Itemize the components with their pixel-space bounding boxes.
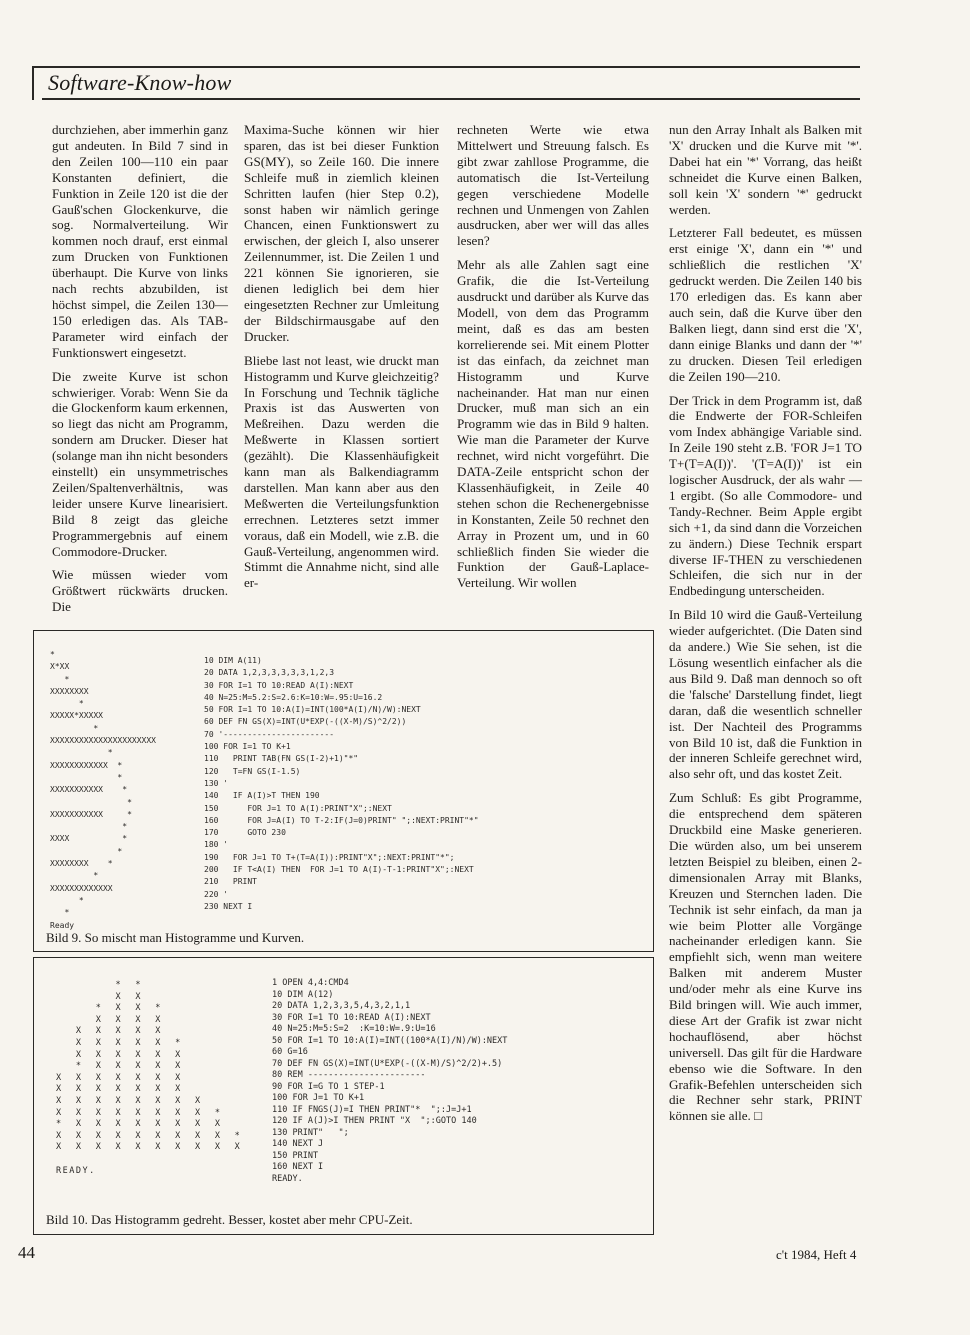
basic-listing: 10 DIM A(11) 20 DATA 1,2,3,3,3,3,3,1,2,3 30 FOR I=1 TO 10:READ A(I):NEXT 40 N=25:M=5.2:S=2.6:K=10:W=.95:U=16.2 50 FOR I=1 TO 10:A(I)=INT(100*A(I)/N)/W):NEXT 60 DEF FN GS(X)=INT(U*EXP(-((X-M)/S)^2/2)) 70 '----------------------- 100 FOR I=1 TO K+1 110 PRINT TAB(FN GS(I-2)+1)"*" 120 T=FN GS(I-1.5) 130 ' 140 IF A(I)>T THEN 190 150 FOR J=1 TO A(I):PRINT"X";:NEXT 160 FOR J=A(I) TO T-2:IF(J=0)PRINT" ";:NEXT:PRINT"*" 170 GOTO 230 180 ' 190 FOR J=1 TO T+(T=A(I)):PRINT"X";:NEXT:PRINT"*"; 200 IF T<A(I) THEN FOR J=1 TO A(I)-T-1:PRINT"X";:NEXT 210 PRINT 220 ' 230 NEXT I bbox=[204, 656, 479, 911]
paragraph: Zum Schluß: Es gibt Programme, die entsprechend dem späteren Druckbild eine Maske generieren. Die würden also, um bei unserem letzten Beispiel zu bleiben, einen 2-dimensionalen Array mit Blanks, Kreuzen und Sternchen laden. Die Technik ist sehr einfach, da man ja wie beim Plotter alle Vorgänge nacheinander erledigen kann. Sie empfiehlt sich, wenn man weitere Balken mit anderem Muster und/oder mehr als eine Kurve ins Bild bringen will. Wie auch immer, diese Art der Grafik ist zwar nicht hochauflösend, aber höchst universell. Das gilt für die Hardware ebenso wie die Software. In den Grafik-Befehlen unterscheiden sich die Rechner sehr stark, PRINT können sie alle. □ bbox=[669, 790, 862, 1124]
figure-9 bbox=[33, 630, 654, 952]
section-title: Software-Know-how bbox=[48, 70, 232, 95]
paragraph: In Bild 10 wird die Gauß-Verteilung wieder aufgerichtet. (Die Daten sind da andere.) Wie Sie sehen, ist die Lösung wesentlich einfacher als die aus Bild 9. Daß man dennoch so oft die 'falsche' Darstellung findet, liegt daran, daß die wesentlich schneller ist. Der Nachteil des Programms von Bild 10 ist, daß die Funktion in der inneren Schleife gerechnet wird, also sehr oft, und das kostet Zeit. bbox=[669, 607, 862, 782]
header-rule bbox=[32, 66, 860, 68]
histogram-plot-output: * * X X * X X * X X X X X X X X X X X X X X * X X X X X X * X X X X X X X X X X X X X X X X X X X X X X X X X X X X X X X X X X X * * X X X X X X X X X X X X X X X X X * X X X X X X X X X X READY. bbox=[56, 980, 242, 1176]
paragraph: nun den Array Inhalt als Balken mit 'X' drucken und die Kurve mit '*'. Dabei hat ein '*' Vorrang, das heißt schneidet die Kurve einen Balken, soll kein 'X' sondern '*' gedruckt werden. bbox=[669, 122, 862, 217]
figure-caption: Bild 9. So mischt man Histogramme und Kurven. bbox=[46, 930, 305, 945]
text-column-4 bbox=[669, 122, 862, 1132]
header-underline bbox=[42, 98, 860, 100]
paragraph: Letzterer Fall bedeutet, es müssen erst einige 'X', dann ein '*' und schließlich die restlichen 'X' gedruckt werden. Die Zeilen 140 bis 170 erledigen das. Es kann aber auch sein, daß die Kurve über den Balken liegt, dann sind erst die 'X', dann einige Blanks und dann der '*' zu drucken. Diesen Teil erledigen die Zeilen 190—210. bbox=[669, 225, 862, 384]
paragraph: Der Trick in dem Programm ist, daß die Endwerte der FOR-Schleifen vom Index abhängige Variable sind. In Zeile 190 steht z.B. 'FOR J=1 TO T+(T=A(I))'. '(T=A(I))' ist ein logischer Ausdruck, der als wahr —1 ergibt. (So alle Commodore- und Tandy-Rechner. Beim Apple ergibt sich +1, da sind dann die Vorzeichen zu ändern.) Diese Technik erspart diverse IF-THEN zu verschiedenen Schleifen, die sich nur in der Endbedingung unterscheiden. bbox=[669, 392, 862, 599]
text-column-2 bbox=[244, 122, 439, 599]
text-column-1 bbox=[52, 122, 228, 623]
paragraph: Mehr als alle Zahlen sagt eine Grafik, die die Ist-Verteilung ausdruckt und darüber als Kurve das Modell, von dem das Programm meint, daß es das am besten korrelierende sei. Mit einem Plotter ist das einfach, da zeichnet man Histogramm und Kurve nacheinander. Hat man nur einen Drucker, muß man sich an ein Programm wie das in Bild 9 halten. Wie man die Parameter der Kurve rechnet, wird nicht vorgeführt. Die DATA-Zeile entspricht schon der Klassenhäufigkeit, in Zeile 40 stehen schon die Rechenergebnisse in Konstanten, Zeile 50 rechnet den Array in Prozent um, und in 60 schließlich finden Sie wieder die Funktion der Gauß-Laplace-Verteilung. Wir wollen bbox=[457, 257, 649, 591]
header-rule-left bbox=[32, 66, 34, 100]
paragraph: Maxima-Suche können wir hier sparen, das ist bei dieser Funktion GS(MY), so Zeile 160. Die innere Schleife muß in ziemlich kleinen Schritten laufen (hier Step 0.2), sonst haben wir nämlich geringe Chancen, einen Funktionswert zu erwischen, der gleich I, also unserer Zeilennummer, ist. Die Zeilen 1 und 221 können Sie ignorieren, sie dienen lediglich bei dem hier eingesetzten Rechner zur Umleitung der Bildschirmausgabe auf den Drucker. bbox=[244, 122, 439, 344]
figure-10 bbox=[33, 957, 654, 1235]
paragraph: Die zweite Kurve ist schon schwieriger. Vorab: Wenn Sie da die Glockenform kaum erkennen, so liegt das nicht am Programm, sondern am Drucker. Dieser hat (solange man ihn nicht besonders einstellt) ein unsymmetrisches Zeilen/Spaltenverhältnis, was leider unsere Kurve linearisiert. Bild 8 zeigt das gleiche Programmergebnis auf einem Commodore-Drucker. bbox=[52, 368, 228, 559]
printer-plot-output: * X*XX * XXXXXXXX * XXXXX*XXXXX * XXXXXXXXXXXXXXXXXXXXXX * XXXXXXXXXXXX * * XXXXXXXXXXX * * XXXXXXXXXXX * * XXXX * * XXXXXXXX * * XXXXXXXXXXXXX * * Ready bbox=[50, 650, 156, 930]
paragraph: rechneten Werte wie etwa Mittelwert und Streuung falsch. Es gibt zwar zahllose Programme, die automatisch die Ist-Verteilung gegen verschiedene Modelle rechnen und Unmengen von Zahlen ausdrucken, aber wer will das alles lesen? bbox=[457, 122, 649, 249]
issue-reference: c't 1984, Heft 4 bbox=[776, 1247, 857, 1262]
paragraph: Bliebe last not least, wie druckt man Histogramm und Kurve gleichzeitig? In Forschung und Technik tägliche Praxis ist das Auswerten von Meßreihen. Dazu werden die Meßwerte in Klassen sortiert (gezählt). Die Klassenhäufigkeit kann man als Balkendiagramm darstellen. Man kann aber aus den Meßwerten die Verteilungsfunktion errechnen. Letzteres setzt immer voraus, daß ein Modell, wie z.B. die Gauß-Verteilung, angenommen wird. Stimmt die Annahme nicht, sind alle er- bbox=[244, 352, 439, 591]
basic-listing: 1 OPEN 4,4:CMD4 10 DIM A(12) 20 DATA 1,2,3,3,5,4,3,2,1,1 30 FOR I=1 TO 10:READ A(I):NEXT 40 N=25:M=5:S=2 :K=10:W=.9:U=16 50 FOR I=1 TO 10:A(I)=INT((100*A(I)/N)/W):NEXT 60 G=16 70 DEF FN GS(X)=INT(U*EXP(-((X-M)/S)^2/2)+.5) 80 REM ----------------------- 90 FOR I=G TO 1 STEP-1 100 FOR J=1 TO K+1 110 IF FNGS(J)=I THEN PRINT"* ";:J=J+1 120 IF A(J)>I THEN PRINT "X ";:GOTO 140 130 PRINT" "; 140 NEXT J 150 PRINT 160 NEXT I READY. bbox=[272, 978, 508, 1184]
paragraph: Wie müssen wieder vom Größtwert rückwärts drucken. Die bbox=[52, 567, 228, 615]
figure-caption: Bild 10. Das Histogramm gedreht. Besser, kostet aber mehr CPU-Zeit. bbox=[46, 1212, 413, 1227]
page-number: 44 bbox=[18, 1243, 35, 1262]
paragraph: durchziehen, aber immerhin ganz gut andeuten. In Bild 7 sind in den Zeilen 100—110 ein paar Konstanten definiert, die Funktion in Zeile 120 ist die der Gauß'schen Glockenkurve, die sog. Normalverteilung. Wir kommen noch drauf, erst einmal zum Drucken von Funktionen überhaupt. Die Kurve von links nach rechts abzubilden, ist höchst simpel, die Zeilen 130—150 erledigen das. Als TAB-Parameter wird einfach der Funktionswert eingesetzt. bbox=[52, 122, 228, 360]
text-column-3 bbox=[457, 122, 649, 599]
